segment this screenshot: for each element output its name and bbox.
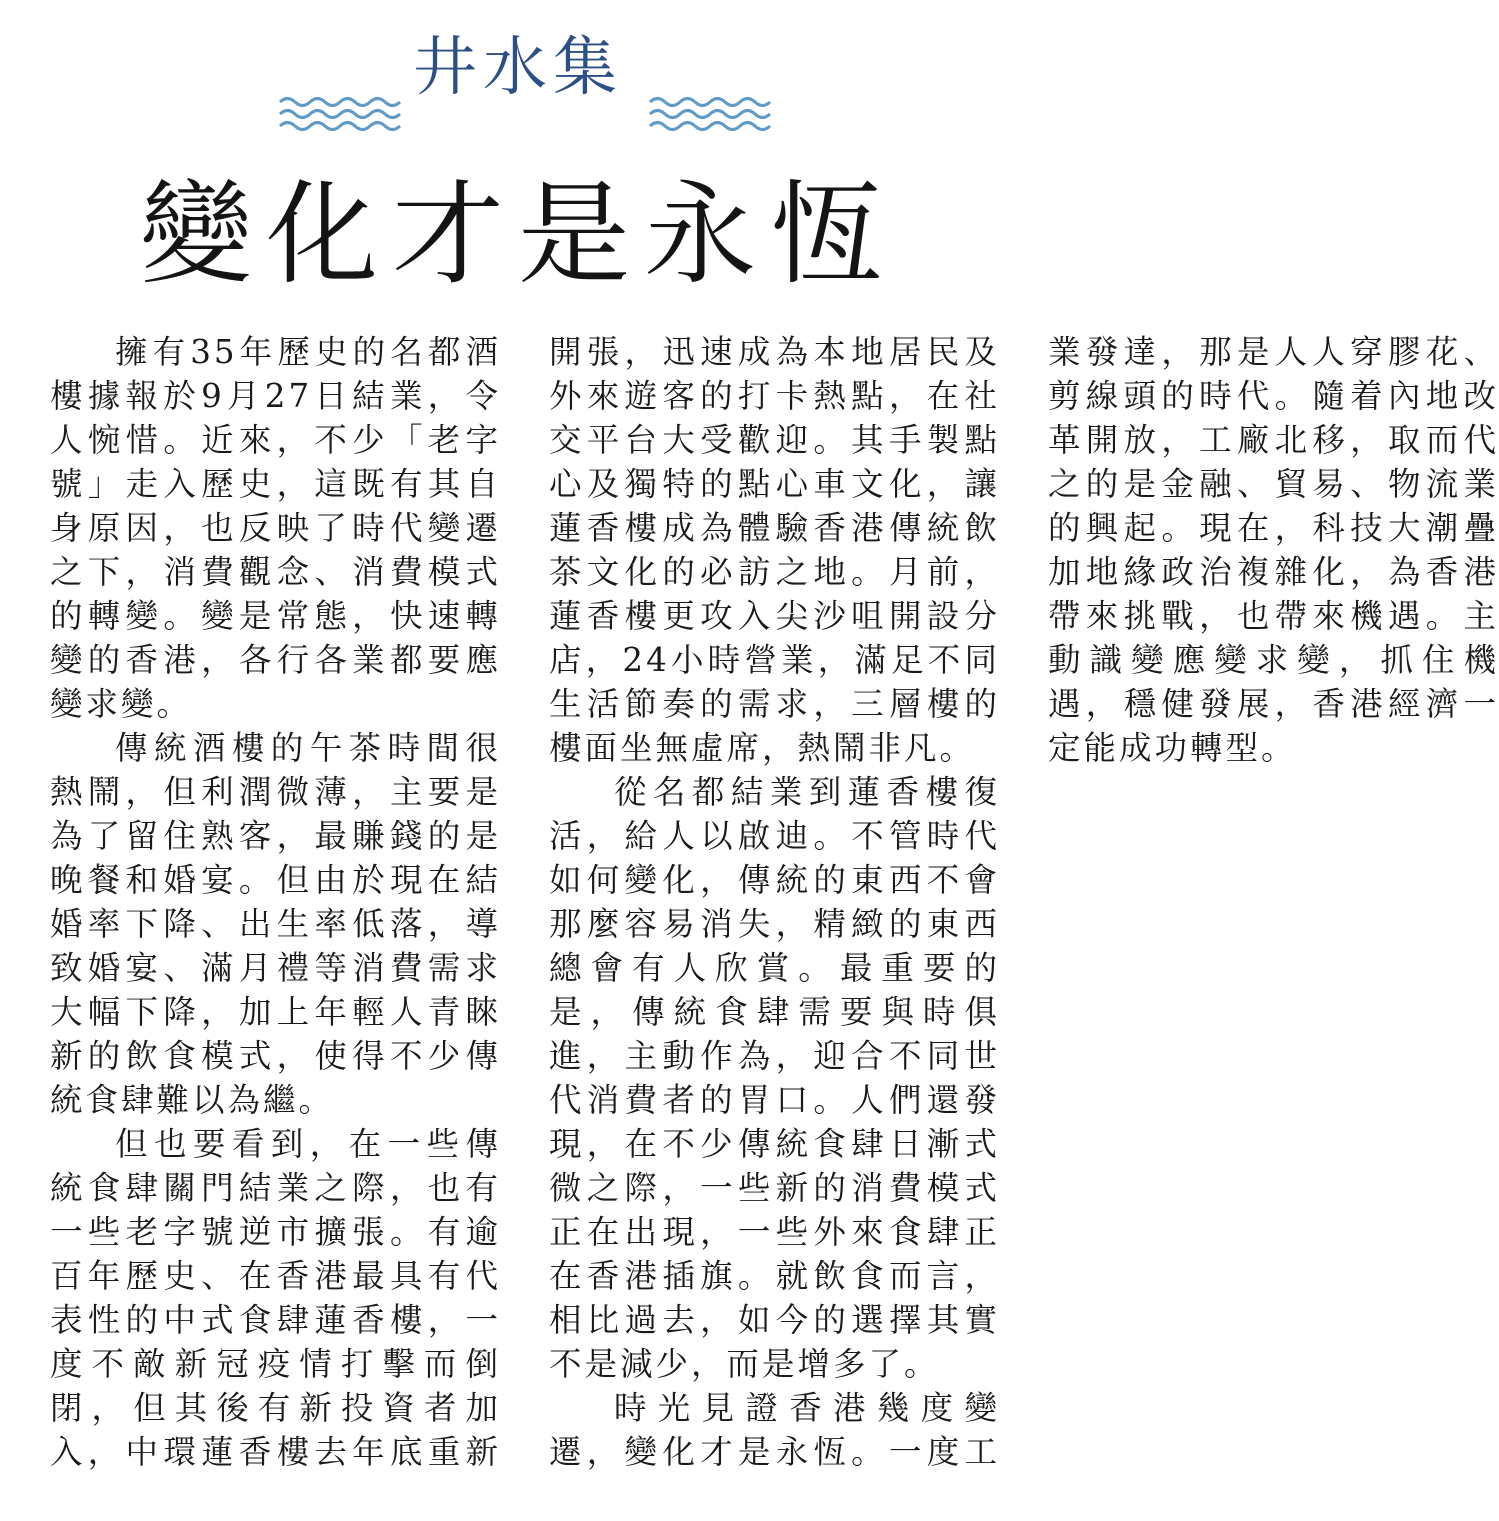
article-body xyxy=(50,330,1499,1500)
paragraph-2: 傳統酒樓的午茶時間很熱鬧，但利潤微薄，主要是為了留住熟客，最賺錢的是晚餐和婚宴。但由於現在結婚率下降、出生率低落，導致婚宴、滿月禮等消費需求大幅下降，加上年輕人青睞新的飲食模式，使得不少傳統食肆難以為繼。 xyxy=(50,729,501,1119)
paragraph-1: 擁有35年歷史的名都酒樓據報於9月27日結業，令人惋惜。近來，不少「老字號」走入歷史，這既有其自身原因，也反映了時代變遷之下，消費觀念、消費模式的轉變。變是常態，快速轉變的香港，各行各業都要應變求變。 xyxy=(50,333,501,723)
paragraph-5: 時光見證香港幾度變遷，變化才是永恆。一度工業發達，那是人人穿膠花、剪線頭的時代。隨着內地改革開放，工廠北移，取而代之的是金融、貿易、物流業的興起。現在，科技大潮疊加地緣政治複雜化，為香港帶來挑戰，也帶來機遇。主動識變應變求變，抓住機遇，穩健發展，香港經濟一定能成功轉型。 xyxy=(549,333,1499,1471)
article-headline: 變化才是永恆 xyxy=(140,170,896,300)
column-masthead xyxy=(0,28,1036,108)
wave-ornament-left xyxy=(280,92,400,138)
wave-ornament-right xyxy=(650,92,770,138)
paragraph-4: 從名都結業到蓮香樓復活，給人以啟迪。不管時代如何變化，傳統的東西不會那麼容易消失，精緻的東西總會有人欣賞。最重要的是，傳統食肆需要與時俱進，主動作為，迎合不同世代消費者的胃口。人們還發現，在不少傳統食肆日漸式微之際，一些新的消費模式正在出現，一些外來食肆正在香港插旗。就飲食而言，相比過去，如今的選擇其實不是減少，而是增多了。 xyxy=(549,773,1000,1383)
column-name: 井水集 xyxy=(413,31,623,105)
paragraph-3: 但也要看到，在一些傳統食肆關門結業之際，也有一些老字號逆市擴張。有逾百年歷史、在香港最具有代表性的中式食肆蓮香樓，一度不敵新冠疫情打擊而倒閉，但其後有新投資者加入，中環蓮香樓去年底重新開張，迅速成為本地居民及外來遊客的打卡熱點，在社交平台大受歡迎。其手製點心及獨特的點心車文化，讓蓮香樓成為體驗香港傳統飲茶文化的必訪之地。月前，蓮香樓更攻入尖沙咀開設分店，24小時營業，滿足不同生活節奏的需求，三層樓的樓面坐無虛席，熱鬧非凡。 xyxy=(50,333,1000,1471)
